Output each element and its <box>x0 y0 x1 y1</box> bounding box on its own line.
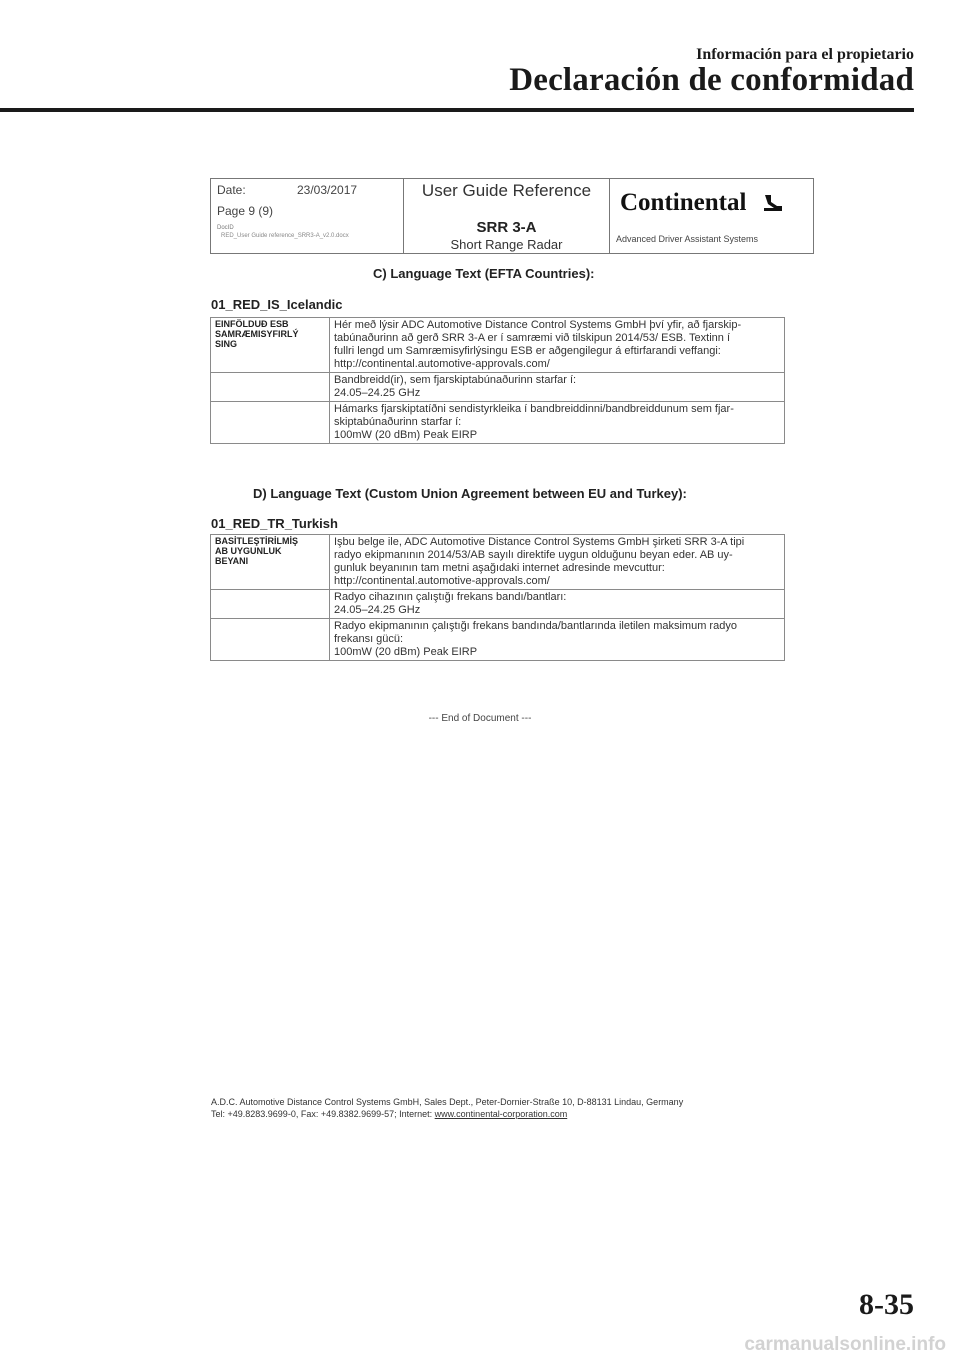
subsection-title-icelandic: 01_RED_IS_Icelandic <box>211 297 343 312</box>
horse-logo-icon <box>762 193 786 215</box>
table-cell: Radyo ekipmanının çalıştığı frekans bandında/bantlarında iletilen maksimum radyo frekansı gücü: 100mW (20 dBm) Peak EIRP <box>330 619 785 661</box>
user-guide-title: User Guide Reference <box>421 181 592 200</box>
docid-value: RED_User Guide reference_SRR3-A_v2.0.docx <box>221 233 349 239</box>
table-row <box>211 373 785 402</box>
table-cell: Işbu belge ile, ADC Automotive Distance Control Systems GmbH şirketi SRR 3-A tipi radyo ekipmanının 2014/53/AB sayılı direktife uygun olduğunu beyan eder. AB uy- gunluk beyanının tam metni aşağıdaki internet adresinde mevcuttur: http://continental.automotive-approvals.com/ <box>330 535 785 590</box>
table-row <box>211 535 785 590</box>
declaration-label: BASİTLEŞTİRİLMİŞ AB UYGUNLUK BEYANI <box>211 535 330 590</box>
footer-contact-text: Tel: +49.8283.9699-0, Fax: +49.8382.9699-57; Internet: <box>211 1109 435 1119</box>
turkish-table <box>210 534 785 661</box>
page-number: 8-35 <box>859 1288 914 1321</box>
table-cell: Hér með lýsir ADC Automotive Distance Control Systems GmbH því yfir, að fjarskip- tabúnaðurinn að gerð SRR 3-A er í samræmi við tilskipun 2014/53/ ESB. Textinn í fullri lengd um Samræmisyfirlýsingu ESB er aðgengilegur á eftirfarandi veffangi: http://continental.automotive-approvals.com/ <box>330 318 785 373</box>
declaration-label: EINFÖLDUÐ ESB SAMRÆMISYFIRLÝ SING <box>211 318 330 373</box>
empty-cell <box>211 402 330 444</box>
doc-meta-cell <box>211 179 404 253</box>
doc-title-cell <box>404 179 610 253</box>
table-cell: Hámarks fjarskiptatíðni sendistyrkleika í bandbreiddinni/bandbreiddunum sem fjar- skiptabúnaðurinn starfar í: 100mW (20 dBm) Peak EIRP <box>330 402 785 444</box>
watermark: carmanualsonline.info <box>744 1334 946 1355</box>
end-of-document: --- End of Document --- <box>428 713 532 724</box>
table-cell: Radyo cihazının çalıştığı frekans bandı/bantları: 24.05–24.25 GHz <box>330 590 785 619</box>
empty-cell <box>211 619 330 661</box>
brand-cell <box>610 179 813 253</box>
footer-address: A.D.C. Automotive Distance Control Systems GmbH, Sales Dept., Peter-Dornier-Straße 10, D-88131 Lindau, Germany <box>211 1097 684 1107</box>
table-row <box>211 318 785 373</box>
subsection-title-turkish: 01_RED_TR_Turkish <box>211 516 338 531</box>
empty-cell <box>211 373 330 402</box>
footer-contact <box>211 1109 567 1119</box>
page-title: Declaración de conformidad <box>509 62 914 98</box>
website-link[interactable]: www.continental-corporation.com <box>434 1109 568 1119</box>
table-row <box>211 402 785 444</box>
brand-logo: Continental <box>620 189 747 216</box>
brand-subtitle: Advanced Driver Assistant Systems <box>616 234 759 244</box>
section-title-turkey: D) Language Text (Custom Union Agreement between EU and Turkey): <box>253 486 687 501</box>
header-divider <box>0 108 914 112</box>
docid-label: DocID <box>217 225 234 231</box>
date-label: Date: <box>217 183 246 197</box>
page-count: Page 9 (9) <box>217 204 274 218</box>
product-name: SRR 3-A <box>476 219 537 236</box>
table-row <box>211 590 785 619</box>
date-value: 23/03/2017 <box>297 183 358 197</box>
running-header-subtitle: Información para el propietario <box>696 46 914 63</box>
table-cell: Bandbreidd(ir), sem fjarskiptabúnaðurinn starfar í: 24.05–24.25 GHz <box>330 373 785 402</box>
empty-cell <box>211 590 330 619</box>
document-header-box <box>210 178 814 254</box>
section-title-efta: C) Language Text (EFTA Countries): <box>373 266 595 281</box>
table-row <box>211 619 785 661</box>
product-subtitle: Short Range Radar <box>450 237 563 252</box>
icelandic-table <box>210 317 785 444</box>
